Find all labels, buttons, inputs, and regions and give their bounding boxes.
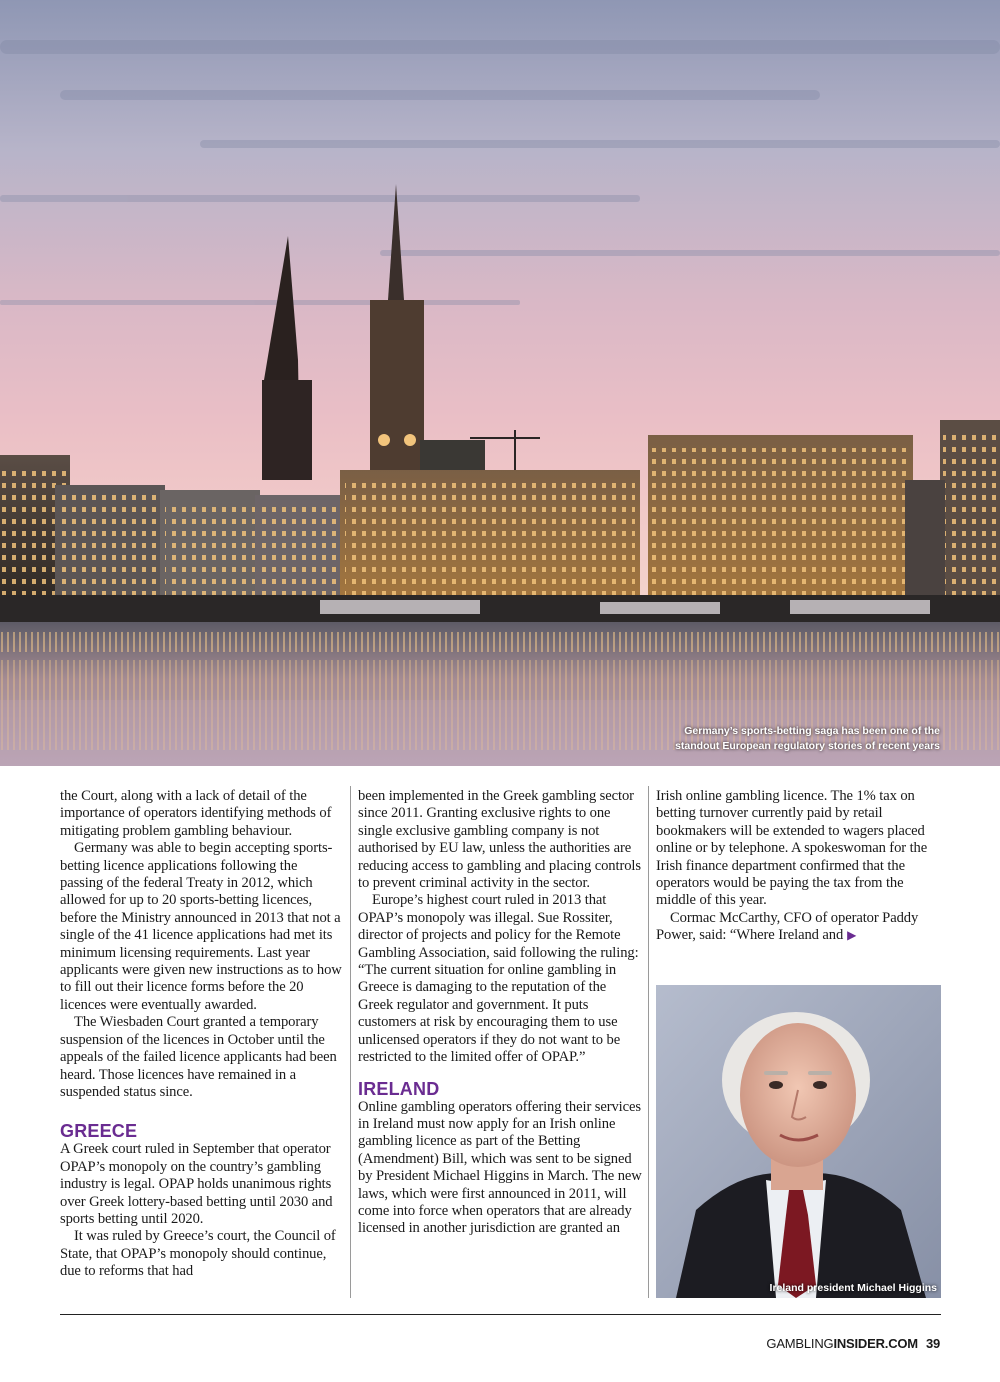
paragraph: Germany was able to begin accepting sports-betting licence applications following the passing of the federal Treaty in 2012, which allowed for up to 20 sports-betting licences, before the Ministry announced in 2013 that not a single of the 41 licence applications had met its minimum licensing requirements. Last year applicants were given new instructions as to how to fill out their licence forms before the 20 licences were eventually awarded. bbox=[60, 840, 342, 1013]
paragraph bbox=[656, 910, 941, 945]
paragraph: been implemented in the Greek gambling sector since 2011. Granting exclusive rights to one single exclusive gambling company is not authorised by EU law, unless the authorities are reducing access to gambling and placing controls to prevent criminal activity in the sector. bbox=[358, 788, 641, 892]
paragraph: It was ruled by Greece’s court, the Council of State, that OPAP’s monopoly should continue, due to reforms that had bbox=[60, 1228, 336, 1280]
paragraph: Europe’s highest court ruled in 2013 that OPAP’s monopoly was illegal. Sue Rossiter, director of projects and policy for the Remote Gambling Association, said following the ruling: “The current situation for online gambling in Greece is damaging to the reputation of the Greek regulator and government. It puts customers at risk by encouraging them to use unlicensed operators if they do not want to be restricted to the limited offer of OPAP.” bbox=[358, 892, 639, 1066]
site-name-light: GAMBLING bbox=[766, 1336, 834, 1351]
paragraph-text: Cormac McCarthy, CFO of operator Paddy Power, said: “Where Ireland and bbox=[656, 909, 919, 944]
hero-caption: Germany’s sports-betting saga has been one of the standout European regulatory stories of recent years bbox=[675, 725, 940, 752]
column-divider bbox=[648, 786, 649, 1298]
paragraph: Online gambling operators offering their services in Ireland must now apply for an Irish online gambling licence as part of the Betting (Amendment) Bill, which was sent to be signed by President Michael Higgins in March. The new laws, which were first announced in 2011, will come into force when operators that are already licensed in another jurisdiction are granted an bbox=[358, 1098, 642, 1237]
paragraph: A Greek court ruled in September that operator OPAP’s monopoly on the country’s gambling industry is legal. OPAP holds unanimous rights over Greek lottery-based betting until 2030 and sports betting until 2020. bbox=[60, 1141, 333, 1227]
paragraph: Irish online gambling licence. The 1% tax on betting turnover currently paid by retail bookmakers will be extended to wagers placed online or by telephone. A spokeswoman for the Irish finance department confirmed that the operators would be paying the tax from the middle of this year. bbox=[656, 788, 928, 909]
column-divider bbox=[350, 786, 351, 1298]
section-heading-greece: GREECE bbox=[60, 1121, 138, 1142]
article-column-2 bbox=[358, 788, 642, 1238]
portrait-caption: Ireland president Michael Higgins bbox=[769, 1282, 937, 1294]
triangle-right-icon: ▶ bbox=[847, 928, 857, 943]
article-column-3 bbox=[656, 788, 941, 945]
section-heading-ireland: IRELAND bbox=[358, 1078, 440, 1099]
paragraph: The Wiesbaden Court granted a temporary suspension of the licences in October until the appeals of the failed licence applicants had been heard. Those licences have remained in a suspended status since. bbox=[60, 1014, 337, 1100]
page-number: 39 bbox=[925, 1336, 940, 1351]
portrait-photo bbox=[656, 985, 941, 1298]
site-name-bold: INSIDER.COM bbox=[833, 1336, 918, 1351]
paragraph: the Court, along with a lack of detail of the importance of operators identifying methods of mitigating problem gambling behaviour. bbox=[60, 788, 332, 839]
article-column-1 bbox=[60, 788, 342, 1281]
page-footer bbox=[766, 1336, 940, 1351]
footer-divider bbox=[60, 1314, 941, 1315]
portrait-illustration bbox=[656, 985, 941, 1298]
